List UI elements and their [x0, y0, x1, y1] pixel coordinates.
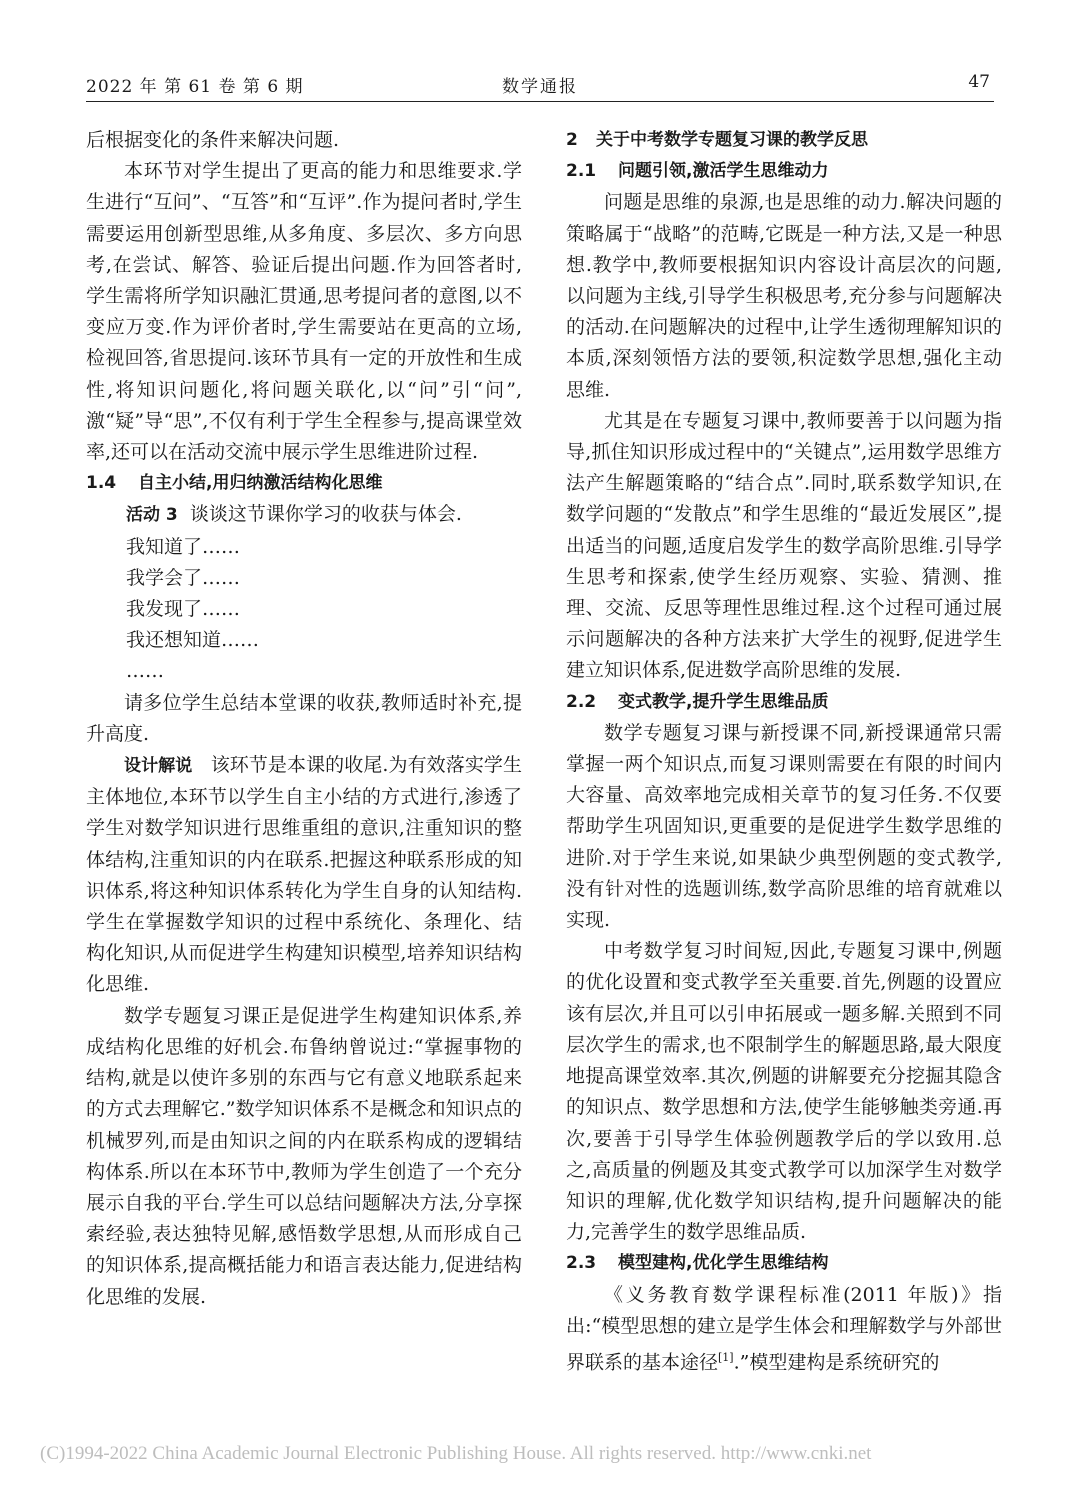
activity-text: 谈谈这节课你学习的收获与体会. [189, 503, 462, 526]
activity-label: 活动 3 [126, 505, 178, 526]
citation-reference: [1] [718, 1350, 734, 1364]
section-title: 关于中考数学专题复习课的教学反思 [596, 130, 868, 150]
paragraph [566, 1280, 1002, 1379]
design-text: 该环节是本课的收尾.为有效落实学生主体地位,本环节以学生自主小结的方式进行,渗透了学生对数学知识进行思维重组的意识,注重知识的整体结构,注重知识的内在联系.把握这种联系形成的知识体系,将这种知识体系转化为学生自身的认知结构.学生在掌握数学知识的过程中系统化、条理化、结构化知识,从而促进学生构建知识模型,培养知识结构化思维. [86, 754, 522, 996]
section-heading-2 [566, 125, 1002, 156]
paragraph-text-tail: .”模型建构是系统研究的 [733, 1351, 940, 1374]
section-number: 2.2 [566, 691, 597, 712]
section-number: 2 [566, 130, 578, 150]
paragraph: 中考数学复习时间短,因此,专题复习课中,例题的优化设置和变式教学至关重要.首先,例题的设置应该有层次,并且可以引申拓展或一题多解.关照到不同层次学生的需求,也不限制学生的解题思路,最大限度地提高课堂效率.其次,例题的讲解要充分挖掘其隐含的知识点、数学思想和方法,使学生能够触类旁通.再次,要善于引导学生体验例题教学后的学以致用.总之,高质量的例题及其变式教学可以加深学生对数学知识的理解,优化数学知识结构,提升问题解决的能力,完善学生的数学思维品质. [566, 940, 1002, 1244]
header-rule [86, 101, 994, 102]
list-item: 我还想知道…… [126, 629, 260, 652]
paragraph: 数学专题复习课与新授课不同,新授课通常只需掌握一两个知识点,而复习课则需要在有限的时间内大容量、高效率地完成相关章节的复习任务.不仅要帮助学生巩固知识,更重要的是促进学生数学思维的进阶.对于学生来说,如果缺少典型例题的变式教学,没有针对性的选题训练,数学高阶思维的培育就难以实现. [566, 721, 1002, 932]
paragraph: 问题是思维的泉源,也是思维的动力.解决问题的策略属于“战略”的范畴,它既是一种方法,又是一种思想.教学中,教师要根据知识内容设计高层次的问题,以问题为主线,引导学生积极思考,充分参与问题解决的活动.在问题解决的过程中,让学生透彻理解知识的本质,深刻领悟方法的要领,积淀数学思想,强化主动思维. [566, 191, 1002, 401]
list-item: …… [126, 660, 164, 683]
section-title: 变式教学,提升学生思维品质 [618, 691, 829, 712]
list-item: 我知道了…… [126, 535, 241, 558]
section-number: 2.1 [566, 161, 597, 182]
paragraph-text: 《义务教育数学课程标准(2011 年版)》指出:“模型思想的建立是学生体会和理解数学与外部世界联系的基本途径 [566, 1283, 1002, 1374]
section-title: 模型建构,优化学生思维结构 [618, 1253, 829, 1274]
section-heading-2-2 [566, 687, 1002, 718]
list-item: 我发现了…… [126, 598, 241, 621]
page-number: 47 [968, 72, 990, 92]
section-title: 问题引领,激活学生思维动力 [618, 161, 829, 182]
list-item: 我学会了…… [126, 566, 241, 589]
section-heading-2-3 [566, 1248, 1002, 1279]
section-number: 1.4 [86, 473, 117, 494]
page-header [86, 72, 994, 102]
design-label: 设计解说 [124, 756, 193, 777]
paragraph: 尤其是在专题复习课中,教师要善于以问题为指导,抓住知识形成过程中的“关键点”,运用数学思维方法产生解题策略的“结合点”.同时,联系数学知识,在数学问题的“发散点”和学生思维的“最近发展区”,提出适当的问题,适度启发学生的数学高阶思维.引导学生思考和探索,使学生经历观察、实验、猜测、推理、交流、反思等理性思维过程.这个过程可通过展示问题解决的各种方法来扩大学生的视野,促进学生建立知识体系,促进数学高阶思维的发展. [566, 409, 1002, 682]
paragraph: 请多位学生总结本堂课的收获,教师适时补充,提升高度. [86, 691, 522, 745]
section-title: 自主小结,用归纳激活结构化思维 [138, 473, 383, 494]
paragraph: 本环节对学生提出了更高的能力和思维要求.学生进行“互问”、“互答”和“互评”.作为提问者时,学生需要运用创新型思维,从多角度、多层次、多方向思考,在尝试、解答、验证后提出问题.作为回答者时,学生需将所学知识融汇贯通,思考提问者的意图,以不变应万变.作为评价者时,学生需要站在更高的立场,检视回答,省思提问.该环节具有一定的开放性和生成性,将知识问题化,将问题关联化,以“问”引“问”,激“疑”导“思”,不仅有利于学生全程参与,提高课堂效率,还可以在活动交流中展示学生思维进阶过程. [86, 160, 522, 464]
journal-issue: 2022 年 第 61 卷 第 6 期 [86, 77, 304, 97]
right-column [566, 125, 1002, 1378]
left-column [86, 125, 522, 1313]
paragraph: 数学专题复习课正是促进学生构建知识体系,养成结构化思维的好机会.布鲁纳曾说过:“掌握事物的结构,就是以使许多别的东西与它有意义地联系起来的方式去理解它.”数学知识体系不是概念和知识点的机械罗列,而是由知识之间的内在联系构成的逻辑结构体系.所以在本环节中,教师为学生创造了一个充分展示自我的平台.学生可以总结问题解决方法,分享探索经验,表达独特见解,感悟数学思想,从而形成自己的知识体系,提高概括能力和语言表达能力,促进结构化思维的发展. [86, 1004, 522, 1308]
section-heading-1-4 [86, 468, 522, 499]
paragraph: 后根据变化的条件来解决问题. [86, 129, 340, 151]
journal-title: 数学通报 [502, 77, 578, 97]
activity-3 [86, 499, 522, 531]
copyright-footer: (C)1994-2022 China Academic Journal Electronic Publishing House. All rights reserved. http://www.cnki.net [40, 1443, 872, 1464]
design-note [86, 750, 522, 1001]
section-number: 2.3 [566, 1253, 597, 1274]
section-heading-2-1 [566, 156, 1002, 187]
